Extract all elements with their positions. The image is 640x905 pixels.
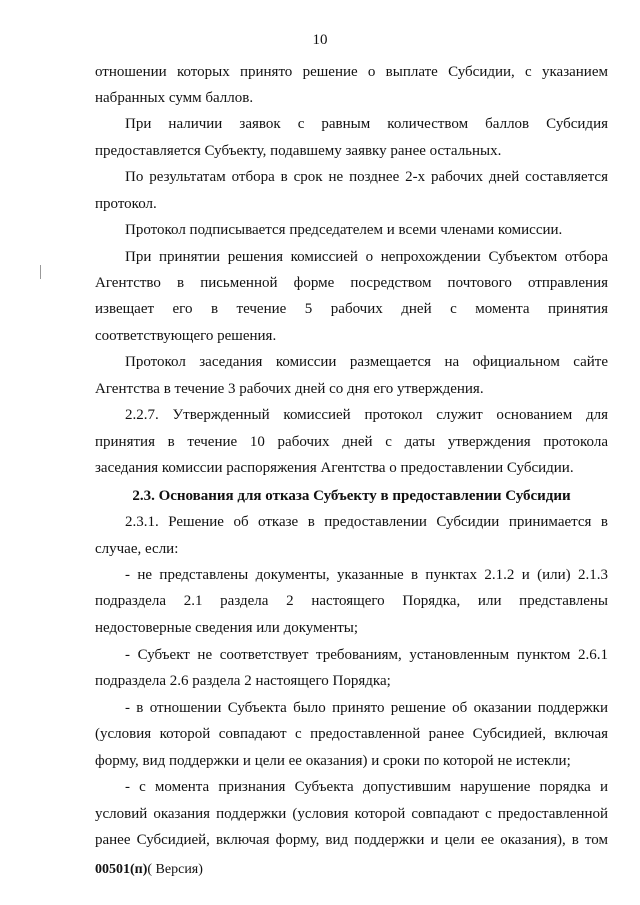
footer bbox=[95, 862, 203, 878]
text-line: При наличии заявок с равным количеством баллов Субсидия bbox=[125, 116, 608, 132]
text-line: Протокол подписывается председателем и всеми членами комиссии. bbox=[125, 222, 563, 238]
margin-mark bbox=[40, 265, 41, 279]
text-line: - в отношении Субъекта было принято решение об оказании поддержки bbox=[125, 700, 608, 716]
text-line: недостоверные сведения или документы; bbox=[95, 620, 359, 636]
text-line: подраздела 2.1 раздела 2 настоящего Порядка, или представлены bbox=[95, 593, 608, 609]
text-line: форму, вид поддержки и цели ее оказания) и сроки по которой не истекли; bbox=[95, 753, 571, 769]
text-line: Протокол заседания комиссии размещается на официальном сайте bbox=[125, 354, 608, 370]
text-line: Агентства в течение 3 рабочих дней со дня его утверждения. bbox=[95, 381, 484, 397]
text-line: (условия которой совпадают с предоставленной ранее Субсидией, включая bbox=[95, 726, 608, 742]
text-line: извещает его в течение 5 рабочих дней с момента принятия bbox=[95, 301, 608, 317]
text-line: - не представлены документы, указанные в пунктах 2.1.2 и (или) 2.1.3 bbox=[125, 567, 608, 583]
text-line: условий оказания поддержки (условия которой совпадают с предоставленной bbox=[95, 806, 608, 822]
text-line: Агентство в письменной форме посредством почтового отправления bbox=[95, 275, 608, 291]
footer-code: 00501(п) bbox=[95, 862, 148, 877]
text-line: По результатам отбора в срок не позднее 2-х рабочих дней составляется bbox=[125, 169, 608, 185]
text-line: заседания комиссии распоряжения Агентства о предоставлении Субсидии. bbox=[95, 460, 574, 476]
text-line: ранее Субсидией, включая форму, вид поддержки и цели ее оказания), в том bbox=[95, 832, 608, 848]
page-number: 10 bbox=[312, 32, 328, 48]
text-line: протокол. bbox=[95, 196, 157, 212]
text-line: набранных сумм баллов. bbox=[95, 90, 254, 106]
section-heading: 2.3. Основания для отказа Субъекту в предоставлении Субсидии bbox=[132, 488, 571, 504]
text-line: соответствующего решения. bbox=[95, 328, 277, 344]
text-line: 2.3.1. Решение об отказе в предоставлении Субсидии принимается в bbox=[125, 514, 608, 530]
text-line: подраздела 2.6 раздела 2 настоящего Порядка; bbox=[95, 673, 391, 689]
text-line: случае, если: bbox=[95, 541, 179, 557]
text-line: принятия в течение 10 рабочих дней с даты утверждения протокола bbox=[95, 434, 608, 450]
text-line: При принятии решения комиссией о непрохождении Субъектом отбора bbox=[125, 249, 608, 265]
text-line: предоставляется Субъекту, подавшему заявку ранее остальных. bbox=[95, 143, 502, 159]
text-line: 2.2.7. Утвержденный комиссией протокол служит основанием для bbox=[125, 407, 608, 423]
text-line: отношении которых принято решение о выплате Субсидии, с указанием bbox=[95, 64, 608, 80]
text-line: - Субъект не соответствует требованиям, установленным пунктом 2.6.1 bbox=[125, 647, 608, 663]
footer-version: ( Версия) bbox=[147, 862, 203, 877]
text-line: - с момента признания Субъекта допустившим нарушение порядка и bbox=[125, 779, 608, 795]
